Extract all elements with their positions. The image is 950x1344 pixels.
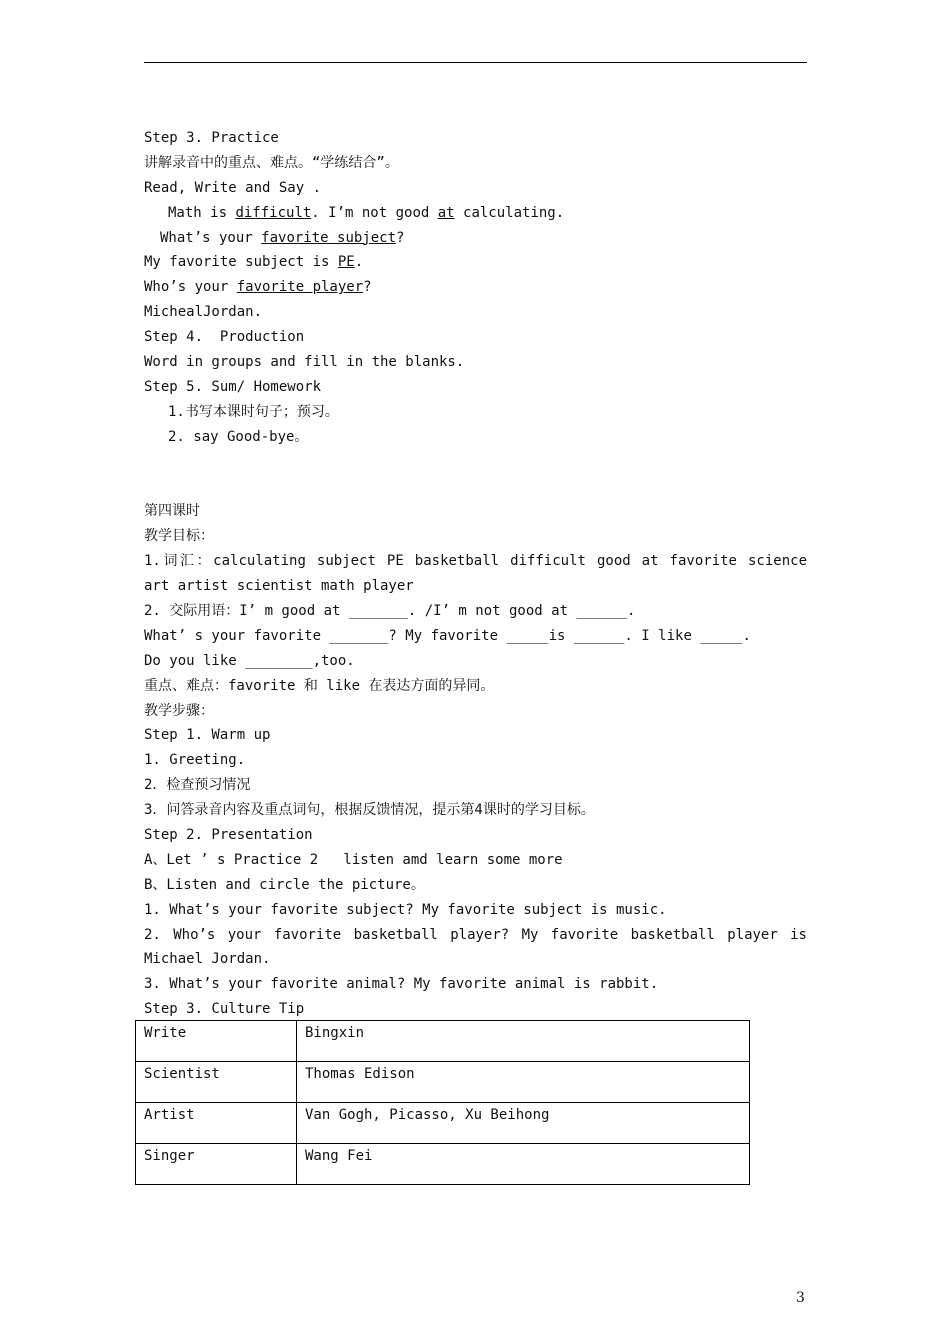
table-cell-role: Artist: [136, 1103, 297, 1144]
step3-title: Step 3. Practice: [144, 130, 279, 146]
vocab-line-1: 1.词汇：calculating subject PE basketball difficult good at favorite science: [144, 553, 807, 570]
question-2-line-2: Michael Jordan.: [144, 951, 271, 968]
spacer: [144, 450, 807, 500]
step2-title: Step 2. Presentation: [144, 826, 313, 843]
table-cell-person: Wang Fei: [297, 1144, 750, 1185]
text: What’s your: [160, 229, 262, 246]
phrases-line-3: Do you like ________,too.: [144, 652, 355, 669]
text: My favorite subject is: [144, 254, 338, 271]
question-1: 1. What’s your favorite subject? My favorite subject is music.: [144, 901, 667, 918]
table-cell-role: Scientist: [136, 1062, 297, 1103]
step1-item-b: 2．检查预习情况: [144, 777, 251, 794]
steps-title: 教学步骤：: [144, 702, 214, 719]
culture-tip-table: [135, 1020, 750, 1185]
read-write-say: Read, Write and Say .: [144, 179, 322, 196]
key-points: 重点、难点：favorite 和 like 在表达方面的异同。: [144, 677, 495, 694]
step3-culture-title: Step 3. Culture Tip: [144, 1001, 305, 1018]
table-row: [136, 1021, 750, 1062]
sentence-math: [144, 201, 807, 226]
step2-item-b: B、Listen and circle the picture。: [144, 876, 425, 893]
sentence-jordan: MichealJordan.: [144, 304, 263, 321]
goals-title: 教学目标：: [144, 528, 214, 545]
text: ?: [363, 279, 372, 296]
underlined-word: favorite subject: [261, 229, 397, 246]
text: ?: [396, 229, 405, 246]
document-body: [144, 126, 807, 1022]
step2-item-a: A、Let ’ s Practice 2 listen amd learn some more: [144, 851, 563, 868]
underlined-word: favorite player: [236, 279, 364, 296]
text: . I’m not good: [311, 204, 438, 221]
table-cell-person: Thomas Edison: [297, 1062, 750, 1103]
step1-title: Step 1. Warm up: [144, 727, 271, 744]
table-cell-person: Van Gogh, Picasso, Xu Beihong: [297, 1103, 750, 1144]
step4-title: Step 4. Production: [144, 329, 305, 346]
table-row: [136, 1103, 750, 1144]
header-rule: [144, 62, 807, 63]
underlined-word: PE: [337, 254, 355, 271]
step1-item-c: 3．问答录音内容及重点词句，根据反馈情况，提示第4课时的学习目标。: [144, 802, 595, 819]
lesson-title: 第四课时: [144, 503, 200, 520]
phrases-line-1: 2. 交际用语：I’ m good at _______. /I’ m not good at ______.: [144, 602, 636, 619]
underlined-word: difficult: [235, 204, 312, 221]
step4-desc: Word in groups and fill in the blanks.: [144, 354, 465, 371]
vocab-line-2: art artist scientist math player: [144, 578, 414, 595]
text: calculating.: [454, 204, 565, 221]
question-3: 3. What’s your favorite animal? My favorite animal is rabbit.: [144, 976, 659, 993]
homework-2: 2. say Good-bye。: [168, 428, 309, 445]
question-2-line-1: 2. Who’s your favorite basketball player? My favorite basketball player is: [144, 926, 807, 943]
step3-desc: 讲解录音中的重点、难点。“学练结合”。: [144, 154, 399, 171]
table-row: [136, 1062, 750, 1103]
underlined-word: at: [437, 204, 455, 221]
text: Who’s your: [144, 279, 237, 296]
table-cell-role: Write: [136, 1021, 297, 1062]
phrases-line-2: What’ s your favorite _______? My favorite _____is ______. I like _____.: [144, 627, 751, 644]
text: .: [354, 254, 364, 271]
sentence-favorite-subject: [144, 226, 807, 251]
text: Math is: [168, 204, 236, 221]
table-row: [136, 1144, 750, 1185]
table-cell-role: Singer: [136, 1144, 297, 1185]
sentence-pe: [144, 250, 807, 275]
step5-title: Step 5. Sum/ Homework: [144, 378, 322, 395]
homework-1: 1.书写本课时句子；预习。: [168, 403, 339, 420]
table-cell-person: Bingxin: [297, 1021, 750, 1062]
step1-item-a: 1. Greeting.: [144, 752, 246, 769]
sentence-favorite-player: [144, 275, 807, 300]
page-number: 3: [796, 1290, 805, 1306]
